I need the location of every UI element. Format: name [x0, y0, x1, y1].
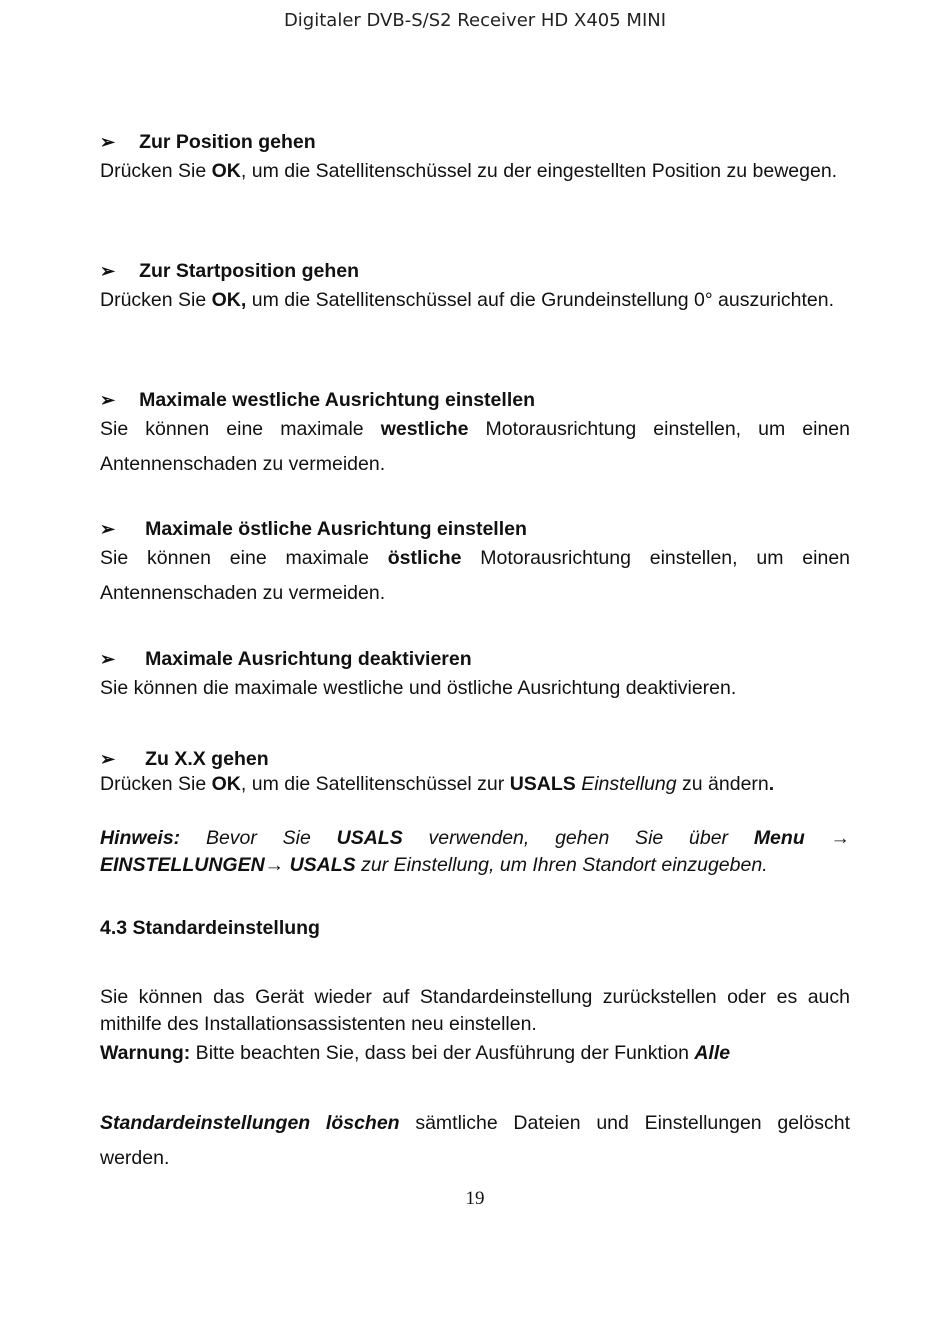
text-run: USALS: [509, 773, 576, 795]
text-run: , um die Satellitenschüssel zur: [240, 773, 510, 795]
page-header: Digitaler DVB-S/S2 Receiver HD X405 MINI: [283, 10, 667, 31]
text-run: Warnung:: [100, 1042, 191, 1064]
section-heading: ➢ Zur Position gehen: [100, 131, 316, 153]
text-run: Sie können die maximale westliche und östliche Ausrichtung deaktivieren.: [100, 677, 737, 699]
section-text: [100, 541, 850, 611]
section-zur-startposition: [100, 260, 850, 318]
text-run: zu ändern: [676, 773, 769, 795]
text-run: USALS: [336, 827, 403, 849]
text-run: .: [768, 773, 775, 795]
text-run: Einstellung: [581, 773, 677, 795]
page-number: 19: [465, 1188, 485, 1209]
section-heading: ➢ Maximale östliche Ausrichtung einstellen: [100, 518, 527, 540]
bullet-arrow-icon: ➢: [100, 649, 116, 669]
text-run: Standardeinstellungen löschen: [100, 1112, 400, 1134]
text-run: um die Satellitenschüssel auf die Grundeinstellung 0° auszurichten.: [246, 289, 835, 311]
para-standardeinstellung: Sie können das Gerät wieder auf Standardeinstellung zurückstellen oder es auch mithilfe des Installationsassistenten neu einstellen.: [100, 986, 850, 1035]
text-run: Menu →: [753, 827, 850, 849]
text-run: , um die Satellitenschüssel zu der eingestellten Position zu bewegen.: [240, 160, 838, 182]
para-loeschen: [100, 1106, 850, 1176]
note-hinweis: [100, 825, 850, 879]
section-text: [100, 154, 850, 189]
section-title-4-3: 4.3 Standardeinstellung: [100, 917, 320, 939]
text-run: westliche: [380, 418, 469, 440]
text-run: Bevor Sie: [180, 827, 337, 849]
text-run: Sie können eine maximale: [100, 547, 388, 569]
section-max-westlich: [100, 389, 850, 482]
section-max-oestlich: [100, 518, 850, 611]
section-text: [100, 671, 850, 706]
text-run: OK: [211, 773, 241, 795]
text-run: Alle: [694, 1042, 731, 1064]
text-run: Motorausrichtung einstellen, um einen Antennenschaden zu vermeiden.: [100, 418, 850, 475]
section-max-deaktivieren: [100, 648, 850, 706]
text-run: EINSTELLUNGEN→ USALS: [100, 854, 356, 876]
section-heading: ➢ Maximale Ausrichtung deaktivieren: [100, 648, 472, 670]
text-run: OK,: [211, 289, 247, 311]
text-run: Drücken Sie: [100, 289, 212, 311]
text-run: Bitte beachten Sie, dass bei der Ausführung der Funktion: [190, 1042, 695, 1064]
text-run: östliche: [387, 547, 462, 569]
text-run: zur Einstellung, um Ihren Standort einzugeben.: [355, 854, 768, 876]
bullet-arrow-icon: ➢: [100, 261, 116, 281]
section-text: [100, 412, 850, 482]
bullet-arrow-icon: ➢: [100, 390, 116, 410]
text-run: Sie können eine maximale: [100, 418, 381, 440]
text-run: Drücken Sie: [100, 160, 212, 182]
text-run: sämtliche Dateien und Einstellungen gelöscht werden.: [100, 1112, 850, 1169]
section-zur-position: [100, 131, 850, 189]
text-run: verwenden, gehen Sie über: [402, 827, 754, 849]
section-text: [100, 283, 850, 318]
text-run: Motorausrichtung einstellen, um einen Antennenschaden zu vermeiden.: [100, 547, 851, 604]
bullet-arrow-icon: ➢: [100, 749, 116, 769]
text-run: Hinweis:: [100, 827, 181, 849]
text-run: OK: [211, 160, 241, 182]
section-text: [100, 771, 850, 798]
section-heading: ➢ Zur Startposition gehen: [100, 260, 360, 282]
bullet-arrow-icon: ➢: [100, 519, 116, 539]
text-run: Drücken Sie: [100, 773, 212, 795]
section-heading: ➢ Zu X.X gehen: [100, 748, 269, 770]
section-zu-xx: [100, 748, 850, 798]
section-heading: ➢ Maximale westliche Ausrichtung einstellen: [100, 389, 535, 411]
warning-text: [100, 1040, 850, 1067]
bullet-arrow-icon: ➢: [100, 132, 116, 152]
